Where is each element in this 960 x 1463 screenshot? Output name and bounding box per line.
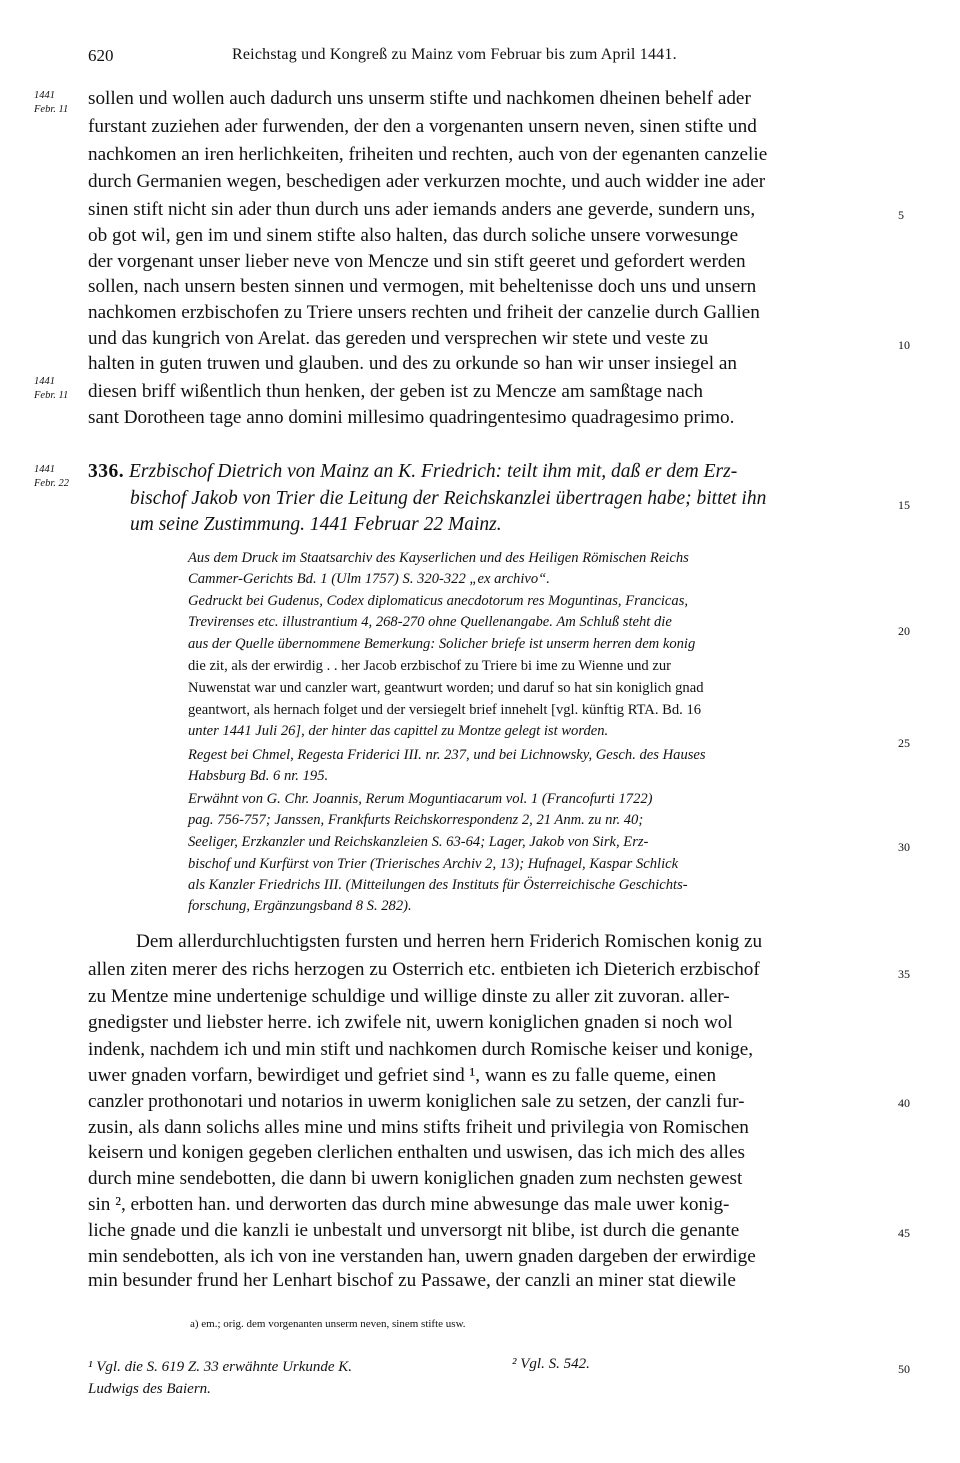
line-number: 25 (898, 736, 910, 750)
text-line: nachkomen erzbischofen zu Triere unsers rechten und friheit der canzelie durch Gallien (88, 302, 760, 323)
text-line: und das kungrich von Arelat. das gereden und versprechen wir stete und veste zu (88, 328, 709, 349)
text-line: diesen briff wißentlich thun henken, der geben ist zu Mencze am samßtage nach (88, 381, 704, 402)
text-line: min besunder frund her Lenhart bischof zu Passawe, der canzli an miner stat diewile (88, 1270, 736, 1291)
line-number: 50 (898, 1362, 910, 1376)
document-title-line: Erzbischof Dietrich von Mainz an K. Friedrich: teilt ihm mit, daß er dem Erz- (129, 461, 738, 482)
source-note-line: geantwort, als hernach folget und der versiegelt brief innehelt [vgl. künftig RTA. Bd. 16 (188, 702, 702, 718)
text-line: durch Germanien wegen, beschedigen ader verkurzen mochte, und auch widder ine ader (88, 171, 766, 192)
page-number: 620 (88, 46, 114, 65)
source-note-line: Erwähnt von G. Chr. Joannis, Rerum Moguntiacarum vol. 1 (Francofurti 1722) (188, 791, 653, 807)
source-note-line: Trevirenses etc. illustrantium 4, 268-270 ohne Quellenangabe. Am Schluß steht die (188, 614, 672, 630)
document-title-line: um seine Zustimmung. 1441 Februar 22 Mainz. (130, 514, 502, 535)
text-line: sin ², erbotten han. und derworten das durch mine abwesunge das male uwer konig- (88, 1194, 730, 1215)
source-note-line: Seeliger, Erzkanzler und Reichskanzleien S. 63-64; Lager, Jakob von Sirk, Erz- (188, 834, 649, 850)
text-line: indenk, nachdem ich und min stift und nachkomen durch Romische keiser und konige, (88, 1039, 754, 1060)
source-note-line: bischof und Kurfürst von Trier (Trierisches Archiv 2, 13); Hufnagel, Kaspar Schlick (188, 856, 679, 872)
line-number: 45 (898, 1226, 910, 1240)
line-number: 20 (898, 624, 910, 638)
source-note-line: aus der Quelle übernommene Bemerkung: Solicher briefe ist unserm herren dem konig (188, 636, 696, 652)
text-line: der vorgenant unser lieber neve von Mencze und sin stift geeret und gefordert werden (88, 251, 746, 272)
text-line: canzler prothonotari und notarios in uwerm koniglichen sale zu setzen, der canzli fur- (88, 1091, 745, 1112)
text-line: durch mine sendebotten, die dann bi uwern koniglichen gnaden zum nechsten gewest (88, 1168, 743, 1189)
text-line: furstant zuziehen ader furwenden, der den a vorgenanten unsern neven, sinen stifte und (88, 116, 757, 137)
text-line: keisern und konigen gegeben clerlichen enthalten und uswisen, das ich mich des alles (88, 1142, 745, 1163)
text-line: sant Dorotheen tage anno domini millesimo quadringentesimo quadragesimo primo. (88, 407, 735, 428)
margin-date: Febr. 11 (34, 390, 69, 401)
text-line: sollen, nach unsern besten sinnen und vermogen, mit beheltenisse doch uns und unsern (88, 276, 757, 297)
source-note-line: Regest bei Chmel, Regesta Friderici III. nr. 237, und bei Lichnowsky, Gesch. des Hauses (188, 747, 706, 763)
text-line: Dem allerdurchluchtigsten fursten und herren hern Friderich Romischen konig zu (136, 931, 763, 952)
margin-year: 1441 (34, 376, 55, 387)
text-line: allen ziten merer des richs herzogen zu Osterrich etc. entbieten ich Dieterich erzbischof (88, 959, 760, 980)
text-line: zusin, als dann solichs alles mine und mins stifts friheit und privilegia von Romischen (88, 1117, 749, 1138)
text-line: zu Mentze mine undertenige schuldige und willige dinste zu aller zit zuvoran. aller- (88, 986, 730, 1007)
source-note-line: Nuwenstat war und canzler wart, geantwurt worden; und daruf so hat sin koniglich gnad (188, 680, 704, 696)
text-line: liche gnade und die kanzli ie unbestalt und unversorgt nit blibe, ist durch die genante (88, 1220, 740, 1241)
footnote-1-line: ¹ Vgl. die S. 619 Z. 33 erwähnte Urkunde K. (88, 1359, 353, 1375)
source-note-line: Cammer-Gerichts Bd. 1 (Ulm 1757) S. 320-322 „ex archivo“. (188, 571, 550, 587)
text-line: halten in guten truwen und glauben. und des zu orkunde so han wir unser insiegel an (88, 353, 738, 374)
text-line: gnedigster und liebster herre. ich zwifele nit, uwern koniglichen gnaden si noch wol (88, 1012, 733, 1033)
document-number: 336. (88, 461, 125, 482)
footnote-2: ² Vgl. S. 542. (512, 1356, 590, 1372)
text-line: ob got wil, gen im und sinem stifte also halten, das durch soliche unsere vorwesunge (88, 225, 739, 246)
margin-date: Febr. 11 (34, 104, 69, 115)
source-note-line: Aus dem Druck im Staatsarchiv des Kayserlichen und des Heiligen Römischen Reichs (188, 550, 689, 566)
footnote-a: a) em.; orig. dem vorgenanten unserm neven, sinem stifte usw. (190, 1318, 466, 1330)
text-line: min sendebotten, als ich von ine verstanden han, uwern gnaden dargeben der erwirdige (88, 1246, 756, 1267)
line-number: 30 (898, 840, 910, 854)
document-title-line: bischof Jakob von Trier die Leitung der Reichskanzlei übertragen habe; bittet ihn (130, 488, 767, 509)
line-number: 15 (898, 498, 910, 512)
source-note-line: Gedruckt bei Gudenus, Codex diplomaticus anecdotorum res Moguntinas, Francicas, (188, 593, 689, 609)
source-note-line: die zit, als der erwirdig . . her Jacob erzbischof zu Triere bi ime zu Wienne und zur (188, 658, 672, 674)
source-note-line: als Kanzler Friedrichs III. (Mitteilungen des Instituts für Österreichische Geschichts- (188, 877, 688, 893)
line-number: 10 (898, 338, 910, 352)
margin-year: 1441 (34, 464, 55, 475)
source-note-line: Habsburg Bd. 6 nr. 195. (188, 768, 329, 784)
document-heading (88, 458, 737, 485)
footnote-1 (88, 1356, 352, 1400)
text-line: sollen und wollen auch dadurch uns unserm stifte und nachkomen dheinen behelf ader (88, 88, 751, 109)
source-note-line: forschung, Ergänzungsband 8 S. 282). (188, 898, 412, 914)
source-note-line: pag. 756-757; Janssen, Frankfurts Reichskorrespondenz 2, 21 Anm. zu nr. 40; (188, 812, 644, 828)
margin-year: 1441 (34, 90, 55, 101)
line-number: 5 (898, 208, 904, 222)
running-title: Reichstag und Kongreß zu Mainz vom Februar bis zum April 1441. (232, 46, 677, 63)
margin-date: Febr. 22 (34, 478, 69, 489)
line-number: 35 (898, 967, 910, 981)
source-note-line: unter 1441 Juli 26], der hinter das capittel zu Montze gelegt ist worden. (188, 723, 609, 739)
footnote-1-line: Ludwigs des Baiern. (88, 1381, 211, 1397)
text-line: sinen stift nicht sin ader thun durch uns ader iemands anders ane geverde, sundern uns, (88, 199, 756, 220)
text-line: uwer gnaden vorfarn, bewirdiget und gefriet sind ¹, wann es zu falle queme, einen (88, 1065, 717, 1086)
line-number: 40 (898, 1096, 910, 1110)
text-line: nachkomen an iren herlichkeiten, friheiten und rechten, auch von der egenanten canzelie (88, 144, 768, 165)
